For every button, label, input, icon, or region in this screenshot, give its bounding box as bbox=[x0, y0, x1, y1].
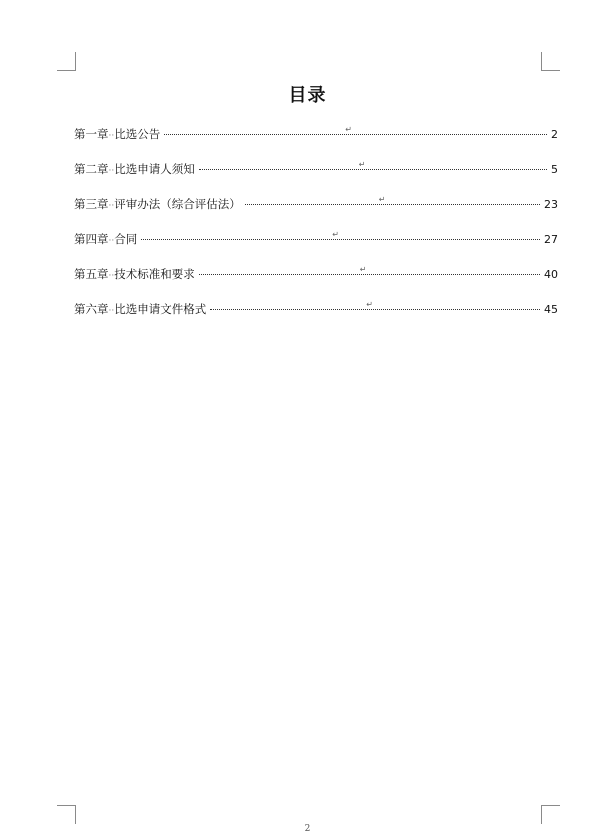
toc-page-number: 23 bbox=[544, 198, 558, 211]
toc-entry-6[interactable] bbox=[74, 301, 558, 336]
toc-dot-leader bbox=[141, 230, 540, 240]
crop-mark-top-right bbox=[541, 52, 560, 71]
return-mark-icon: ↵ bbox=[359, 265, 367, 274]
toc-page-number: 2 bbox=[551, 128, 558, 141]
toc-dot-leader bbox=[210, 300, 540, 310]
toc-dot-leader bbox=[164, 125, 547, 135]
toc-page-number: 5 bbox=[551, 163, 558, 176]
page-title: 目录 bbox=[288, 85, 327, 106]
crop-mark-bottom-right bbox=[541, 805, 560, 824]
page-number-footer: 2 bbox=[304, 824, 311, 834]
toc-entry-4[interactable] bbox=[74, 231, 558, 266]
toc-separator: ·· bbox=[108, 131, 115, 141]
toc-page-number: 45 bbox=[544, 303, 558, 316]
toc-chapter-label: 第五章 bbox=[74, 267, 109, 281]
return-mark-icon: ↵ bbox=[345, 125, 352, 134]
toc-page-number: 40 bbox=[544, 268, 558, 281]
toc-dot-leader bbox=[245, 195, 540, 205]
table-of-contents bbox=[74, 126, 558, 336]
return-mark-icon: ↵ bbox=[358, 160, 366, 169]
toc-page-number: 27 bbox=[544, 233, 558, 246]
toc-entry-5[interactable] bbox=[74, 266, 558, 301]
crop-mark-top-left bbox=[57, 52, 76, 71]
toc-entry-2[interactable] bbox=[74, 161, 558, 196]
toc-chapter-label: 第三章 bbox=[74, 197, 109, 211]
toc-entry-title: 评审办法（综合评估法） bbox=[114, 197, 241, 211]
toc-separator: ·· bbox=[108, 306, 115, 316]
return-mark-icon: ↵ bbox=[366, 300, 373, 309]
toc-chapter-label: 第二章 bbox=[74, 162, 109, 176]
toc-separator: ·· bbox=[108, 236, 115, 246]
toc-separator: ·· bbox=[108, 166, 115, 176]
toc-dot-leader bbox=[199, 265, 540, 275]
toc-entry-title: 技术标准和要求 bbox=[114, 267, 195, 281]
toc-entry-title: 合同 bbox=[114, 232, 138, 246]
return-mark-icon: ↵ bbox=[332, 230, 339, 239]
toc-entry-3[interactable] bbox=[74, 196, 558, 231]
toc-separator: ·· bbox=[108, 201, 115, 211]
toc-entry-1[interactable] bbox=[74, 126, 558, 161]
toc-entry-title: 比选申请人须知 bbox=[114, 162, 195, 176]
toc-chapter-label: 第四章 bbox=[74, 232, 109, 246]
return-mark-icon: ↵ bbox=[378, 195, 386, 204]
toc-dot-leader bbox=[199, 160, 547, 170]
toc-chapter-label: 第一章 bbox=[74, 127, 109, 141]
toc-chapter-label: 第六章 bbox=[74, 302, 109, 316]
crop-mark-bottom-left bbox=[57, 805, 76, 824]
toc-separator: ·· bbox=[108, 271, 115, 281]
toc-entry-title: 比选申请文件格式 bbox=[114, 302, 207, 316]
toc-entry-title: 比选公告 bbox=[114, 127, 161, 141]
